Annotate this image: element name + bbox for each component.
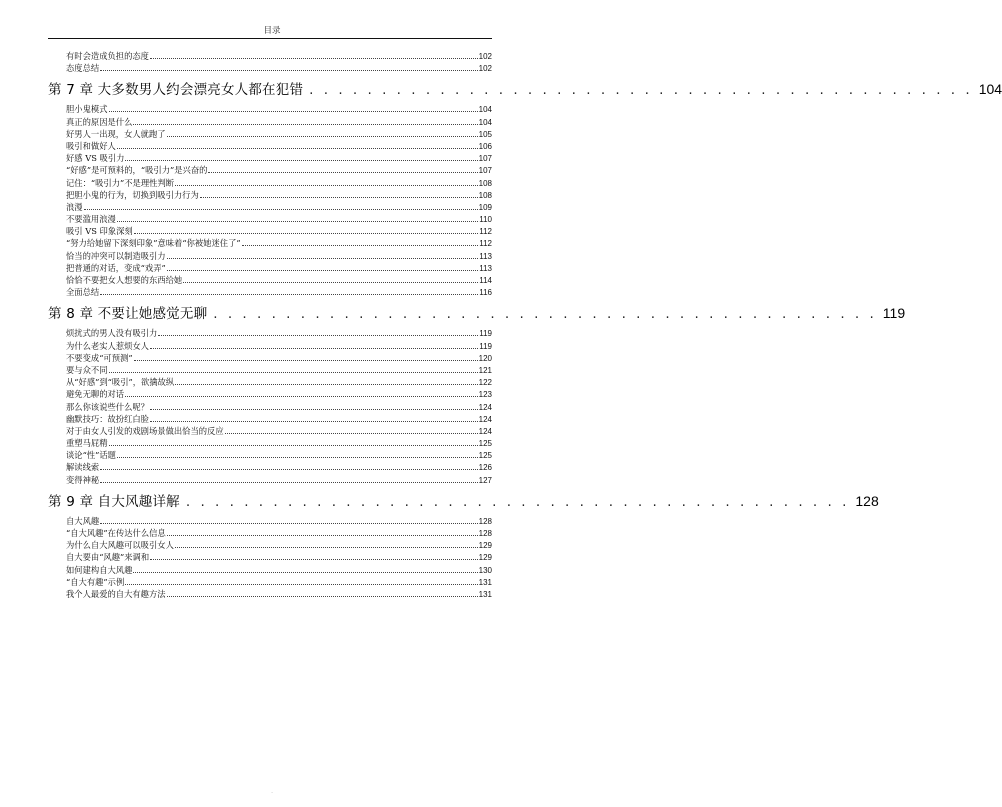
toc-entry[interactable] <box>48 201 492 213</box>
dot-leader <box>100 294 478 295</box>
toc-entry[interactable] <box>48 388 492 400</box>
entry-title: 烦扰式的男人没有吸引力 <box>66 328 158 339</box>
entry-page-number: 105 <box>478 129 492 139</box>
entry-title: 避免无聊的对话 <box>66 389 125 400</box>
entry-page-number: 107 <box>478 154 492 164</box>
entry-page-number: 116 <box>479 288 492 298</box>
entry-title: 自大风趣 <box>66 515 100 526</box>
dot-leader <box>225 433 478 434</box>
entry-page-number: 128 <box>478 516 492 526</box>
entry-title: 不要变成“可预测” <box>66 352 133 363</box>
entry-page-number: 112 <box>479 239 492 249</box>
toc-entry[interactable] <box>48 213 492 225</box>
toc-entry[interactable] <box>48 250 492 262</box>
dot-leader <box>125 160 477 161</box>
entry-title: 好男人一出现，女人就跑了 <box>66 128 166 139</box>
toc-chapter-heading[interactable] <box>48 77 1002 101</box>
dot-leader <box>109 372 478 373</box>
chapter-title: 第 7 章 大多数男人约会漂亮女人都在犯错 <box>48 82 304 99</box>
toc-entry[interactable] <box>48 539 492 551</box>
toc-entry[interactable] <box>48 474 492 486</box>
chapter-page-number: 128 <box>855 492 879 509</box>
dot-leader <box>117 457 478 458</box>
dot-leader: . . . . . . . . . . . . . . . . . . . . . . . . . . . . . . . . . . . . . . . . . . . . . . <box>185 493 850 510</box>
toc-entry[interactable] <box>48 327 492 339</box>
dot-leader <box>84 209 478 210</box>
toc-entry[interactable] <box>48 128 492 140</box>
dot-leader <box>167 136 478 137</box>
entry-title: 态度总结 <box>66 63 100 74</box>
entry-page-number: 120 <box>478 353 492 363</box>
toc-entry[interactable] <box>48 551 492 563</box>
dot-leader <box>109 445 478 446</box>
dot-leader <box>125 396 478 397</box>
dot-leader <box>134 233 479 234</box>
entry-page-number: 113 <box>479 251 492 261</box>
entry-title: 真正的原因是什么 <box>66 116 133 127</box>
dot-leader <box>100 70 477 71</box>
entry-page-number: 114 <box>479 276 492 285</box>
toc-entry[interactable] <box>48 449 492 461</box>
dot-leader <box>150 409 478 410</box>
entry-page-number: 102 <box>478 52 492 61</box>
dot-leader <box>208 172 477 173</box>
entry-page-number: 108 <box>478 178 492 188</box>
chapter-page-number: 104 <box>978 81 1002 98</box>
entry-page-number: 129 <box>478 553 492 563</box>
dot-leader <box>125 584 477 585</box>
entry-title: “自大风趣”在传达什么信息 <box>66 528 166 538</box>
entry-page-number: 106 <box>478 141 492 151</box>
toc-entry[interactable] <box>48 437 492 449</box>
entry-page-number: 125 <box>478 451 492 461</box>
dot-leader <box>167 535 478 536</box>
entry-page-number: 127 <box>478 475 492 485</box>
dot-leader <box>134 360 478 361</box>
entry-title: 恰恰不要把女人想要的东西给她 <box>66 275 183 285</box>
toc-entry[interactable] <box>48 425 492 437</box>
toc-entry[interactable] <box>48 588 492 600</box>
entry-page-number: 121 <box>478 365 492 375</box>
entry-title: 为什么老实人惹烦女人 <box>66 340 149 351</box>
entry-page-number: 112 <box>479 227 492 237</box>
entry-page-number: 130 <box>478 565 492 575</box>
entry-title: 吸引 VS 印象深刻 <box>66 226 133 237</box>
toc-entry[interactable] <box>48 527 492 539</box>
toc-entry[interactable] <box>48 564 492 576</box>
entry-title: 胆小鬼模式 <box>66 104 108 115</box>
toc-chapter-heading[interactable] <box>48 489 879 513</box>
entry-page-number: 122 <box>478 378 492 388</box>
toc-entry[interactable] <box>48 262 492 274</box>
entry-title: 记住：“吸引力”不是理性判断 <box>66 177 175 188</box>
entry-title: 从“好感”到“吸引”，欲擒故纵 <box>66 377 175 388</box>
page-footer-mark: · <box>271 790 273 796</box>
entry-page-number: 123 <box>478 390 492 400</box>
dot-leader <box>150 348 478 349</box>
dot-leader <box>100 469 477 470</box>
dot-leader <box>117 221 478 222</box>
entry-title: 重塑马屁精 <box>66 438 108 449</box>
entry-title: “自大有趣”示例 <box>66 576 125 587</box>
dot-leader <box>150 421 478 422</box>
entry-title: 好感 VS 吸引力 <box>66 153 125 164</box>
toc-entry[interactable] <box>48 364 492 376</box>
toc-entry[interactable] <box>48 515 492 527</box>
entry-page-number: 110 <box>479 215 492 225</box>
entry-title: 为什么自大风趣可以吸引女人 <box>66 540 174 551</box>
dot-leader <box>167 596 478 597</box>
entry-title: 把普通的对话，变成“戏弄” <box>66 262 166 273</box>
chapter-title: 第 8 章 不要让她感觉无聊 <box>48 306 208 323</box>
toc-entry[interactable] <box>48 274 492 286</box>
entry-title: 要与众不同 <box>66 364 108 375</box>
entry-title: 把胆小鬼的行为，切换到吸引力行为 <box>66 189 199 200</box>
entry-title: 自大要由“风趣”来调和 <box>66 552 150 563</box>
entry-title: 谈论“性”话题 <box>66 450 116 461</box>
toc-entry[interactable] <box>48 401 492 413</box>
entry-page-number: 131 <box>478 589 492 599</box>
dot-leader <box>200 197 478 198</box>
chapter-page-number: 119 <box>882 305 906 322</box>
toc-entry[interactable] <box>48 461 492 473</box>
entry-title: 全面总结 <box>66 287 100 298</box>
toc-entry[interactable] <box>48 152 492 164</box>
toc-entry[interactable] <box>48 376 492 388</box>
dot-leader <box>158 335 478 336</box>
entry-title: “努力给她留下深刻印象”意味着“你被她迷住了” <box>66 238 241 249</box>
toc-entry[interactable] <box>48 103 492 115</box>
dot-leader <box>175 547 478 548</box>
entry-title: 浪漫 <box>66 201 83 212</box>
dot-leader <box>242 245 479 246</box>
toc-entry[interactable] <box>48 576 492 588</box>
dot-leader <box>183 282 478 283</box>
toc-entry[interactable] <box>48 286 492 298</box>
entry-page-number: 128 <box>478 529 492 538</box>
dot-leader: . . . . . . . . . . . . . . . . . . . . . . . . . . . . . . . . . . . . . . . . . . . . . . <box>309 82 973 99</box>
entry-page-number: 124 <box>478 402 492 412</box>
entry-page-number: 125 <box>478 439 492 449</box>
running-header-title: 目录 <box>263 26 281 36</box>
entry-title: 我个人最爱的自大有趣方法 <box>66 588 166 599</box>
entry-page-number: 109 <box>478 202 492 212</box>
entry-title: 对于由女人引发的戏剧场景做出恰当的反应 <box>66 425 224 436</box>
toc-entry[interactable] <box>48 340 492 352</box>
entry-page-number: 119 <box>479 341 492 351</box>
entry-title: 幽默技巧：故扮红白脸 <box>66 413 149 424</box>
toc-entry[interactable] <box>48 413 492 425</box>
entry-title: 变得神秘 <box>66 474 100 485</box>
toc-entry[interactable] <box>48 116 492 128</box>
entry-page-number: 102 <box>478 64 492 74</box>
toc-entry[interactable] <box>48 352 492 364</box>
entry-title: 如何建构自大风趣 <box>66 564 133 575</box>
dot-leader <box>175 185 478 186</box>
entry-page-number: 108 <box>478 190 492 200</box>
entry-page-number: 126 <box>478 463 492 473</box>
dot-leader <box>100 523 477 524</box>
entry-page-number: 107 <box>478 166 492 176</box>
table-of-contents <box>48 50 1002 600</box>
entry-page-number: 104 <box>478 105 492 115</box>
dot-leader <box>167 258 479 259</box>
entry-page-number: 131 <box>478 577 492 587</box>
chapter-title: 第 9 章 自大风趣详解 <box>48 493 180 510</box>
entry-title: 吸引和做好人 <box>66 140 116 151</box>
entry-page-number: 124 <box>478 414 492 424</box>
dot-leader <box>150 559 477 560</box>
toc-entry[interactable] <box>48 50 492 62</box>
toc-entry[interactable] <box>48 177 492 189</box>
dot-leader <box>175 384 477 385</box>
entry-page-number: 119 <box>479 329 492 339</box>
dot-leader <box>100 482 477 483</box>
toc-entry[interactable] <box>48 164 492 176</box>
toc-entry[interactable] <box>48 140 492 152</box>
entry-title: 有时会造成负担的态度 <box>66 51 149 61</box>
entry-page-number: 113 <box>479 263 492 273</box>
dot-leader <box>167 270 478 271</box>
entry-title: 那么你该说些什么呢？ <box>66 401 149 412</box>
dot-leader <box>109 111 478 112</box>
toc-chapter-heading[interactable] <box>48 301 906 325</box>
header-rule <box>48 38 492 39</box>
toc-entry[interactable] <box>48 62 492 74</box>
entry-page-number: 124 <box>478 426 492 436</box>
dot-leader <box>133 124 477 125</box>
entry-page-number: 129 <box>478 541 492 551</box>
entry-title: “好感”是可预料的，“吸引力”是兴奋的 <box>66 165 208 176</box>
toc-entry[interactable] <box>48 237 492 249</box>
entry-title: 恰当的冲突可以制造吸引力 <box>66 250 166 261</box>
dot-leader <box>133 572 477 573</box>
toc-entry[interactable] <box>48 225 492 237</box>
entry-title: 不要滥用浪漫 <box>66 214 116 225</box>
toc-entry[interactable] <box>48 189 492 201</box>
dot-leader <box>117 148 478 149</box>
dot-leader <box>150 58 478 59</box>
dot-leader: . . . . . . . . . . . . . . . . . . . . . . . . . . . . . . . . . . . . . . . . . . . . . . <box>213 306 877 323</box>
entry-title: 解读线索 <box>66 462 100 473</box>
entry-page-number: 104 <box>478 117 492 127</box>
